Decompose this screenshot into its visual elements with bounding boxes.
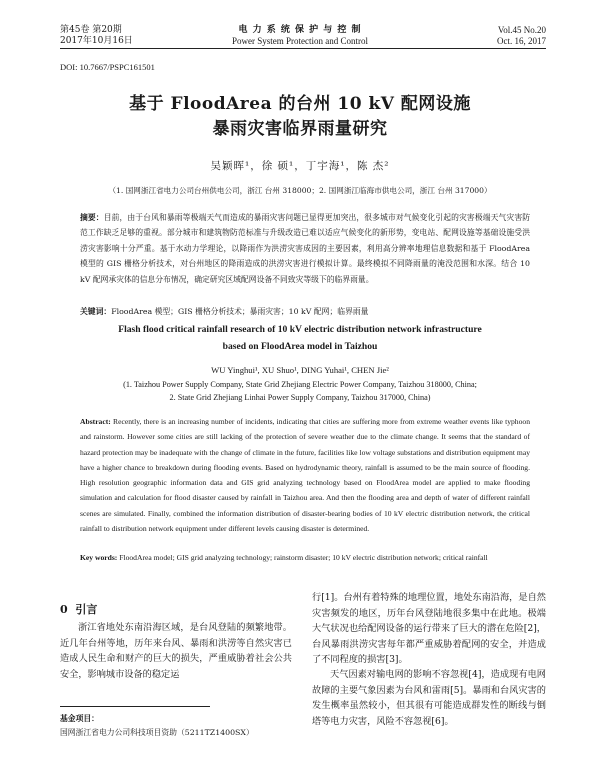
title-en-line1: Flash flood critical rainfall research of 10 kV electric distribution network infrastructure	[118, 324, 482, 335]
footnote	[60, 712, 292, 740]
title-cn-line2: 暴雨灾害临界雨量研究	[212, 119, 388, 139]
footnote-text: 国网浙江省电力公司科技项目资助（5211TZ1400SX）	[60, 728, 254, 737]
authors-cn: 吴颖晖¹，徐 硕¹，丁宇海¹，陈 杰²	[210, 160, 390, 172]
title-cn-line1: 基于 FloodArea 的台州 10 kV 配网设施	[129, 94, 471, 114]
authors-en: WU Yinghui¹, XU Shuo¹, DING Yuhai¹, CHEN Jie²	[211, 365, 389, 375]
header-date-cn: 2017年10月16日	[60, 36, 133, 46]
intro-right-paragraph-1: 行[1]。台州有着特殊的地理位置，地处东南沿海，是自然灾害频发的地区，历年台风登陆地很多集中在此地。极端大气状况也给配网设备的运行带来了巨大的潜在危险[2]，台风暴雨洪涝灾害每年都严重威胁着配网的安全，并造成了不同程度的损害[3]。	[312, 592, 546, 666]
abstract-cn-text: 目前，由于台风和暴雨等极端天气而造成的暴雨灾害问题已显得更加突出，很多城市对气候变化引起的灾害极端天气灾害防范工作缺乏足够的重视。部分城市和建筑物防范标准与升级改造已难以适应气候变化的新形势，变电站、配网设施等基础设施受洪涝灾害影响十分严重。基于水动力学理论，以降雨作为洪涝灾害成因的主要因素，利用高分辨率地理信息数据和基于 FloodArea 模型的 GIS 栅格分析技术，对台州地区的降雨造成的洪涝灾害进行模拟计算。最终模拟不同降雨量的淹没范围和水深。结合 10 kV 配网承灾体的信息分布情况，确定研究区域配网设备不同致灾等级下的临界雨量。	[80, 213, 531, 284]
keywords-en-label: Key words:	[80, 553, 118, 562]
keywords-en-text: FloodArea model; GIS grid analyzing technology; rainstorm disaster; 10 kV electric distribution network; critical rainfall	[119, 553, 488, 562]
header-volume-en: Vol.45 No.20	[497, 25, 546, 35]
intro-right-paragraph-2: 天气因素对输电网的影响不容忽视[4]，造成现有电网故障的主要气象因素为台风和雷雨[5]。暴雨和台风灾害的发生概率虽然较小，但其很有可能造成群发性的断线与倒塔等电力灾害，风险不容忽视[6]。	[312, 669, 546, 727]
abstract-en-label: Abstract:	[80, 417, 111, 426]
header-rule	[60, 48, 546, 49]
section-heading	[60, 601, 97, 617]
affiliations-en-line2: 2. State Grid Zhejiang Linhai Power Supply Company, Taizhou 317000, China)	[169, 393, 431, 402]
footnote-rule	[60, 706, 210, 707]
abstract-cn	[80, 210, 530, 287]
abstract-en	[80, 414, 530, 536]
keywords-cn-label: 关键词：	[80, 307, 112, 316]
footnote-label: 基金项目：	[60, 714, 99, 723]
affiliations-en-line1: (1. Taizhou Power Supply Company, State Grid Zhejiang Electric Power Company, Taizhou 318000, China;	[123, 380, 477, 389]
keywords-en	[80, 550, 530, 565]
keywords-cn	[80, 304, 530, 319]
title-en-line2: based on FloodArea model in Taizhou	[222, 341, 378, 352]
header-date-en: Oct. 16, 2017	[497, 36, 546, 46]
abstract-cn-label: 摘要：	[80, 213, 104, 222]
header-journal-cn: 电 力 系 统 保 护 与 控 制	[238, 25, 362, 35]
abstract-en-text: Recently, there is an increasing number of incidents, indicating that cities are suffering more from extreme weather events like typhoon and rainstorm. However some cities are still lacking of the protection of severe weather due to the climate change. It seems that the standard of hazard protection may be inadequate with the change of climate in the future, facilities like low voltage substations and distribution equipment may have a higher chance to breakdown during flooding events. Based on hydrodynamic theory, rainfall is assumed to be the main source of flooding. High resolution geographic information data and GIS grid analyzing technology based on FloodArea model are applied to make flooding simulation and calculation for flood disaster caused by rainfall in Taizhou area. And then the flooding area and depth of water of different rainfall scenes are simulated. Finally, combined the information distribution of disaster-bearing bodies of 10 kV electric distribution network, the critical rainfall to distribution network equipment under different levels causing disaster is determined.	[80, 417, 530, 534]
section-number: 0	[60, 603, 68, 616]
header-volume-cn: 第45卷 第20期	[60, 25, 122, 35]
intro-left-paragraph: 浙江省地处东南沿海区域，是台风登陆的频繁地带。近几年台州等地，历年来台风、暴雨和洪涝等自然灾害已造成人民生命和财产的巨大的损失，严重威胁着社会公共安全，影响城市设备的稳定运	[60, 622, 292, 680]
section-title: 引言	[75, 603, 98, 616]
header-journal-en: Power System Protection and Control	[232, 36, 368, 46]
keywords-cn-text: FloodArea 模型；GIS 栅格分析技术；暴雨灾害；10 kV 配网；临界雨量	[111, 307, 369, 316]
doi: DOI: 10.7667/PSPC161501	[60, 62, 155, 72]
affiliations-cn: （1. 国网浙江省电力公司台州供电公司，浙江 台州 318000；2. 国网浙江临海市供电公司，浙江 台州 317000）	[108, 186, 492, 195]
